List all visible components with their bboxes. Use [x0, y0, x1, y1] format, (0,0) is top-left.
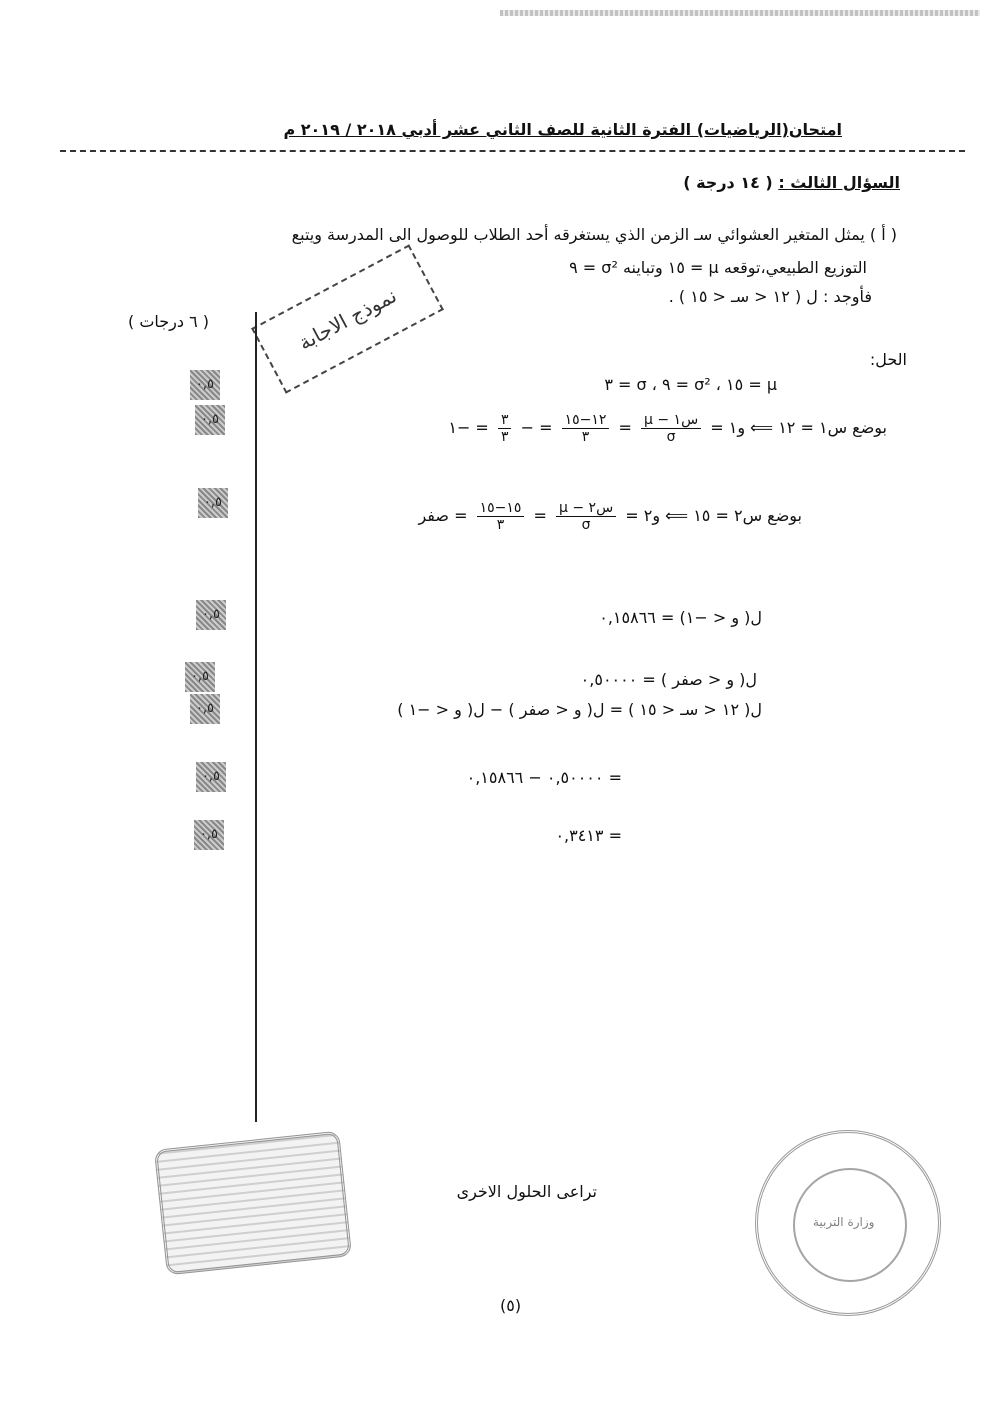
- fraction-denominator: ٣: [581, 429, 590, 445]
- solution-line8: = ٠,٣٤١٣: [555, 826, 622, 845]
- fraction: [498, 412, 512, 445]
- fraction: [562, 412, 610, 445]
- footer-note: تراعى الحلول الاخرى: [456, 1182, 597, 1201]
- equals-sign: =: [533, 506, 547, 525]
- margin-line: [255, 312, 257, 1122]
- score-mark: ٠,٥: [198, 488, 228, 518]
- line3-prefix: بوضع س٢ = ١٥ ⟸ و٢ =: [625, 506, 802, 525]
- line3-suffix: = صفر: [418, 506, 468, 525]
- fraction-denominator: σ: [666, 429, 676, 445]
- score-mark: ٠,٥: [194, 820, 224, 850]
- score-mark: ٠,٥: [196, 762, 226, 792]
- answer-model-stamp: نموذج الاجابة: [251, 244, 444, 393]
- solution-line3: [418, 500, 802, 533]
- fraction-denominator: ٣: [500, 429, 509, 445]
- part-points: ( ٦ درجات ): [128, 312, 210, 331]
- solution-line5: ل( و < صفر ) = ٠,٥٠٠٠٠: [580, 670, 757, 689]
- fraction-denominator: σ: [581, 517, 591, 533]
- seal-label: وزارة التربية: [813, 1215, 875, 1229]
- find-line: فأوجد : ل ( ١٢ < سـ < ١٥ ) .: [668, 287, 872, 306]
- fraction-numerator: ١٢−١٥: [562, 412, 610, 429]
- fraction: [477, 500, 525, 533]
- score-mark: ٠,٥: [195, 405, 225, 435]
- solution-line1: μ = ١٥ ، σ² = ٩ ، σ = ٣: [604, 375, 777, 394]
- solution-line2: بوضع س١ = ١٢ ⟸ و١ = $\frac{\text{س١ − μ}}{\sigma}$ = $\frac{١٢-١٥}{٣}$ = − $\frac{٣}{٣}$ = −١: [448, 412, 887, 445]
- question-points: ( ١٤ درجة ): [683, 173, 773, 192]
- line2-suffix: = −١: [448, 418, 489, 437]
- fraction-numerator: ٣: [498, 412, 512, 429]
- solution-line4: ل( و < −١) = ٠,١٥٨٦٦: [599, 608, 762, 627]
- solution-line6: ل( ١٢ < سـ < ١٥ ) = ل( و < صفر ) − ل( و < −١ ): [397, 700, 762, 719]
- scan-noise: [500, 10, 980, 16]
- equals-sign: =: [618, 418, 632, 437]
- fraction-numerator: ١٥−١٥: [477, 500, 525, 517]
- score-mark: ٠,٥: [196, 600, 226, 630]
- fraction-numerator: س١ − μ: [641, 412, 701, 429]
- fraction-numerator: س٢ − μ: [556, 500, 616, 517]
- ministry-seal: [755, 1130, 941, 1316]
- title-divider: [60, 150, 965, 152]
- score-mark: ٠,٥: [190, 694, 220, 724]
- question-header: [683, 173, 900, 192]
- part-a-line2: التوزيع الطبيعي،توقعه μ = ١٥ وتباينه σ² = ٩: [569, 258, 867, 277]
- line2-prefix: بوضع س١ = ١٢ ⟸ و١ =: [710, 418, 887, 437]
- page-number: (٥): [500, 1296, 522, 1315]
- fraction: [641, 412, 701, 445]
- fraction-denominator: ٣: [496, 517, 505, 533]
- equals-sign: =: [539, 418, 553, 437]
- solution-line7: = ٠,٥٠٠٠٠ − ٠,١٥٨٦٦: [466, 768, 622, 787]
- score-mark: ٠,٥: [185, 662, 215, 692]
- score-mark: ٠,٥: [190, 370, 220, 400]
- part-a-line1: ( أ ) يمثل المتغير العشوائي سـ الزمن الذي يستغرقه أحد الطلاب للوصول الى المدرسة ويتبع: [291, 225, 897, 244]
- solution-label: الحل:: [869, 350, 907, 369]
- fraction: [556, 500, 616, 533]
- page-title: امتحان(الرياضيات) الفترة الثانية للصف الثاني عشر أدبي ٢٠١٨ / ٢٠١٩ م: [283, 120, 842, 139]
- question-label: السؤال الثالث :: [778, 173, 900, 192]
- school-seal: [154, 1131, 352, 1276]
